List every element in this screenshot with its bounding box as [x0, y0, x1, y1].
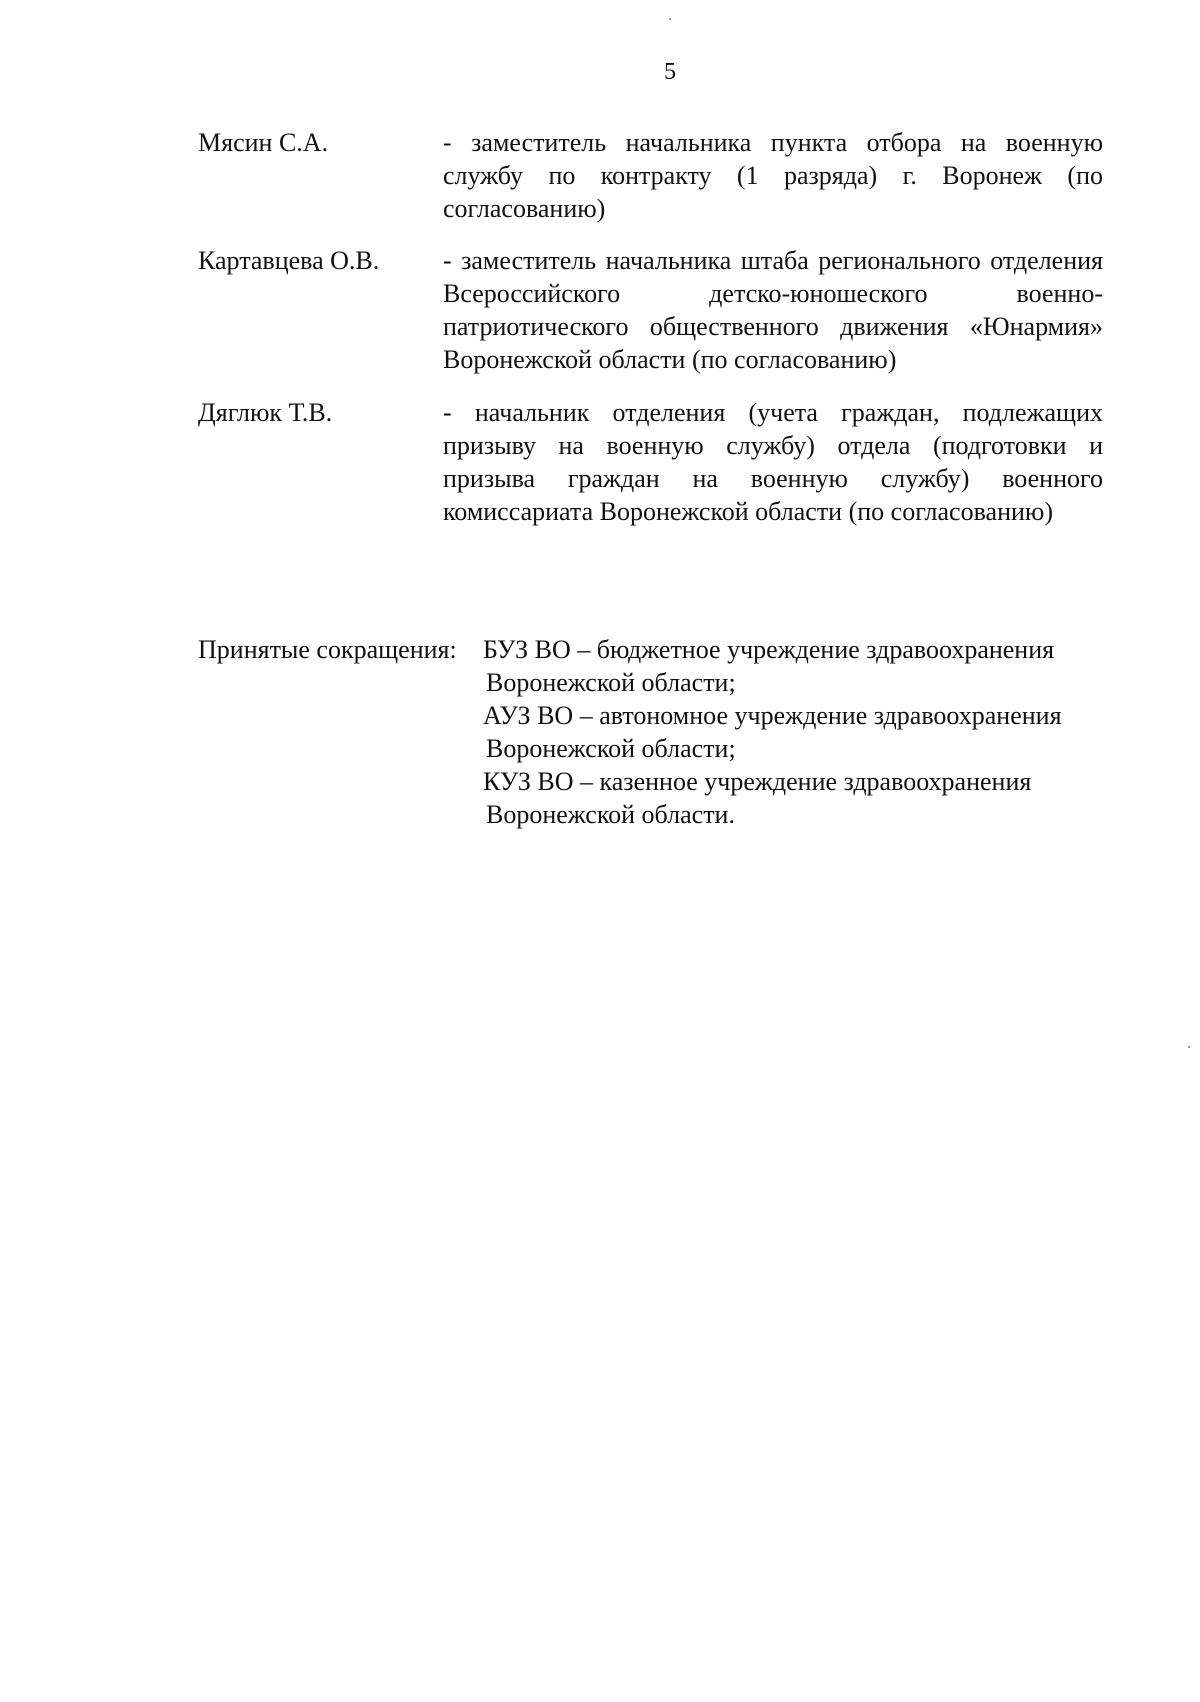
- member-description: - начальник отделения (учета граждан, подлежащих призыву на военную службу) отдела (подготовки и призыва граждан на военную службу) военного комиссариата Воронежской области (по согласованию): [443, 398, 1103, 526]
- member-name: Мясин С.А.: [198, 128, 329, 157]
- abbreviation-definition-continued: Воронежской области.: [486, 800, 735, 829]
- page-number: 5: [664, 59, 676, 85]
- abbreviation-definition-continued: Воронежской области;: [486, 668, 736, 697]
- abbreviation-item: [483, 633, 1146, 699]
- abbreviation-definition: БУЗ ВО – бюджетное учреждение здравоохранения: [483, 635, 1055, 664]
- abbreviation-item: [483, 699, 1146, 765]
- member-name: Картавцева О.В.: [198, 246, 380, 275]
- abbreviation-definition-continued: Воронежской области;: [486, 734, 736, 763]
- scan-speck: [1188, 1046, 1190, 1048]
- abbreviation-definition: АУЗ ВО – автономное учреждение здравоохранения: [483, 701, 1062, 730]
- abbreviations-list: [483, 633, 1146, 831]
- member-name: Дяглюк Т.В.: [198, 398, 333, 427]
- abbreviation-definition: КУЗ ВО – казенное учреждение здравоохранения: [483, 767, 1032, 796]
- member-description: - заместитель начальника штаба регионального отделения Всероссийского детско-юношеского военно-патриотического общественного движения «Юнармия» Воронежской области (по согласованию): [443, 246, 1103, 374]
- member-description: - заместитель начальника пункта отбора на военную службу по контракту (1 разряда) г. Воронеж (по согласованию): [443, 128, 1103, 223]
- scan-speck: [669, 18, 671, 20]
- abbreviation-item: [483, 765, 1146, 831]
- abbreviations-label: Принятые сокращения:: [198, 635, 457, 664]
